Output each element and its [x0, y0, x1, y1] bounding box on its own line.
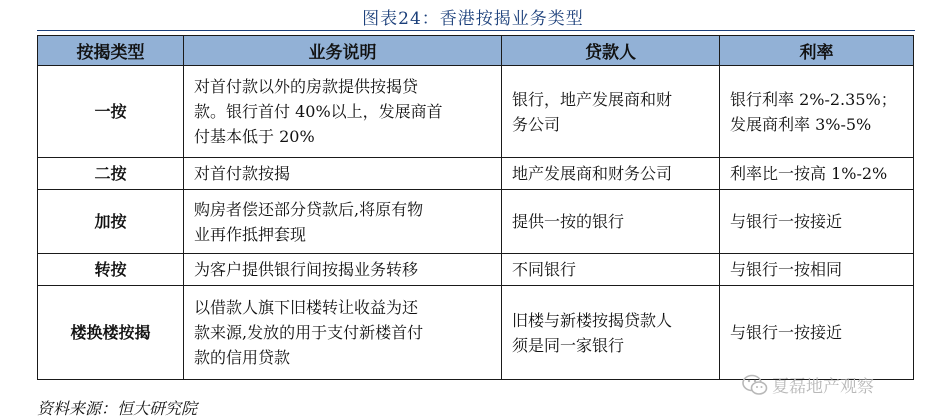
cell-line: 旧楼与新楼按揭贷款人 — [512, 310, 673, 330]
cell-type: 加按 — [38, 190, 184, 254]
table-header-row — [38, 36, 914, 66]
cell-lender — [502, 66, 720, 158]
cell-lender — [502, 286, 720, 380]
cell-lender — [502, 254, 720, 286]
cell-line: 银行，地产发展商和财 — [512, 89, 673, 109]
cell-line: 为客户提供银行间按揭业务转移 — [194, 260, 419, 279]
cell-rate — [720, 158, 914, 190]
wechat-icon — [742, 373, 768, 397]
cell-line: 利率比一按高 1%-2% — [730, 164, 888, 183]
cell-rate — [720, 286, 914, 380]
cell-line: 提供一按的银行 — [512, 212, 625, 231]
cell-line: 款来源,发放的用于支付新楼首付 — [194, 323, 424, 342]
cell-line: 款的信用贷款 — [194, 348, 291, 367]
cell-line: 与银行一按接近 — [730, 212, 843, 231]
table-row — [38, 190, 914, 254]
mortgage-types-table — [37, 35, 914, 380]
cell-line: 对首付款以外的房款提供按揭贷 — [194, 77, 419, 96]
header-type: 按揭类型 — [38, 36, 184, 66]
cell-lender — [502, 190, 720, 254]
cell-line: 地产发展商和财务公司 — [512, 164, 673, 183]
table-row — [38, 66, 914, 158]
header-description: 业务说明 — [184, 36, 502, 66]
source-note: 资料来源：恒大研究院 — [37, 399, 198, 418]
cell-type: 楼换楼按揭 — [38, 286, 184, 380]
watermark-text: 夏磊地产观察 — [772, 377, 874, 397]
cell-rate — [720, 66, 914, 158]
cell-type: 二按 — [38, 158, 184, 190]
cell-description — [184, 254, 502, 286]
table-row — [38, 286, 914, 380]
cell-rate — [720, 254, 914, 286]
cell-description — [184, 66, 502, 158]
cell-description — [184, 286, 502, 380]
cell-type: 转按 — [38, 254, 184, 286]
watermark — [742, 372, 874, 397]
cell-line: 银行利率 2%-2.35%； — [730, 89, 897, 109]
table-row — [38, 254, 914, 286]
header-rate: 利率 — [720, 36, 914, 66]
cell-line: 须是同一家银行 — [512, 335, 625, 355]
cell-line: 款。银行首付 40%以上，发展商首 — [194, 102, 443, 121]
cell-line: 业再作抵押套现 — [194, 224, 307, 244]
cell-description — [184, 190, 502, 254]
caption-rule — [37, 30, 915, 31]
cell-rate — [720, 190, 914, 254]
cell-description — [184, 158, 502, 190]
table-row — [38, 158, 914, 190]
table-caption: 图表24：香港按揭业务类型 — [362, 9, 584, 29]
cell-line: 购房者偿还部分贷款后,将原有物 — [194, 199, 424, 219]
cell-line: 付基本低于 20% — [194, 127, 315, 146]
cell-line: 与银行一按接近 — [730, 323, 843, 342]
cell-line: 发展商利率 3%-5% — [730, 114, 872, 134]
cell-line: 以借款人旗下旧楼转让收益为还 — [194, 298, 419, 317]
cell-lender — [502, 158, 720, 190]
cell-line: 与银行一按相同 — [730, 260, 843, 279]
cell-type: 一按 — [38, 66, 184, 158]
cell-line: 对首付款按揭 — [194, 164, 291, 183]
cell-line: 务公司 — [512, 114, 561, 134]
header-lender: 贷款人 — [502, 36, 720, 66]
cell-line: 不同银行 — [512, 260, 577, 279]
